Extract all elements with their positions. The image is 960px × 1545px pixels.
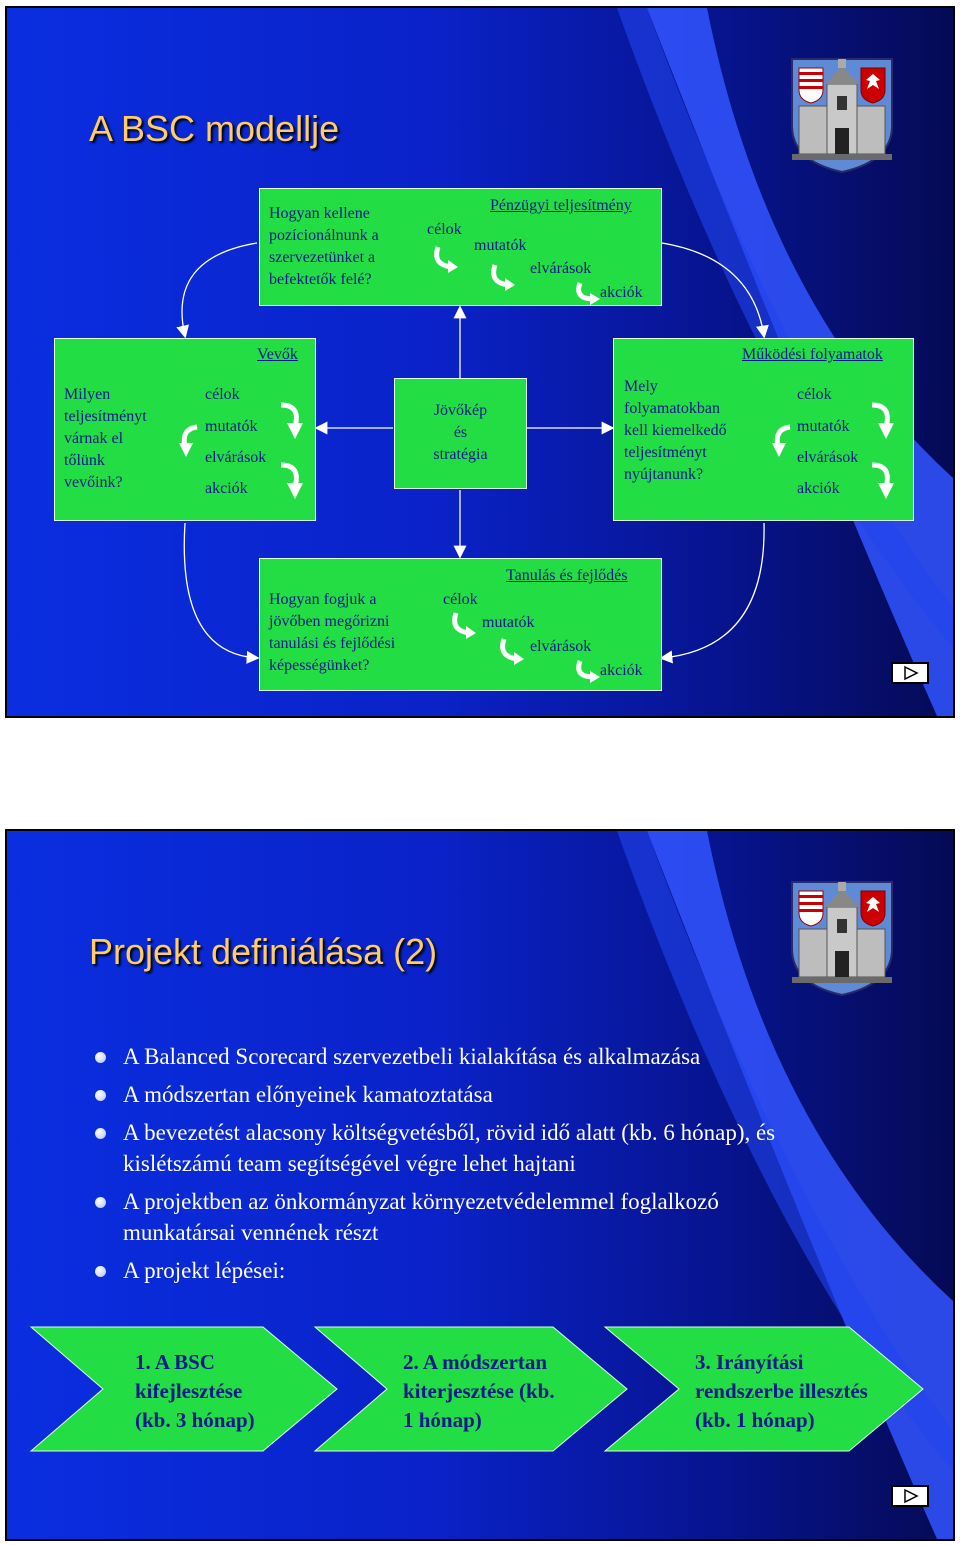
box-header: Működési folyamatok bbox=[742, 346, 883, 363]
item-label: mutatók bbox=[474, 237, 527, 254]
curved-arrow-icon bbox=[430, 245, 460, 273]
curved-arrow-icon bbox=[496, 637, 526, 665]
curved-arrow-icon bbox=[572, 281, 602, 305]
slide-bsc-model bbox=[6, 7, 954, 717]
question-line: pozícionálnunk a bbox=[269, 227, 379, 244]
question-line: jövőben megőrizni bbox=[269, 613, 390, 630]
curved-arrow-icon bbox=[572, 659, 602, 683]
item-label: célok bbox=[443, 591, 478, 608]
question-line: befektetők felé? bbox=[269, 271, 372, 288]
curved-arrow-icon bbox=[448, 611, 478, 639]
learning-growth-box bbox=[259, 558, 662, 691]
curved-arrow-icon bbox=[868, 459, 896, 501]
item-label: akciók bbox=[797, 480, 840, 497]
question-line: folyamatokban bbox=[624, 400, 720, 417]
question-line: Hogyan kellene bbox=[269, 205, 370, 222]
vision-strategy-box bbox=[394, 378, 527, 489]
financial-perspective-box bbox=[259, 188, 662, 306]
vision-line: stratégia bbox=[433, 446, 488, 463]
step-line: rendszerbe illesztés bbox=[695, 1379, 868, 1403]
curved-arrow-icon bbox=[868, 399, 896, 441]
item-label: célok bbox=[427, 221, 462, 238]
item-label: célok bbox=[797, 386, 832, 403]
curved-arrow-icon bbox=[277, 399, 305, 441]
question-line: teljesítményt bbox=[64, 408, 147, 425]
step-line: 3. Irányítási bbox=[695, 1350, 804, 1374]
step-line: 1 hónap) bbox=[403, 1408, 482, 1432]
question-line: várnak el bbox=[64, 430, 124, 447]
box-header: Pénzügyi teljesítmény bbox=[490, 197, 632, 214]
question-line: kell kiemelkedő bbox=[624, 422, 727, 439]
question-line: nyújtanunk? bbox=[624, 466, 704, 483]
box-header: Vevők bbox=[257, 346, 298, 363]
curved-arrow-icon bbox=[277, 459, 305, 501]
item-label: akciók bbox=[600, 662, 643, 679]
step-1-label bbox=[135, 1348, 255, 1435]
play-button-icon bbox=[893, 664, 927, 682]
bullet-line: munkatársai vennének részt bbox=[123, 1220, 379, 1245]
item-label: elvárások bbox=[797, 449, 859, 466]
question-line: tőlünk bbox=[64, 452, 105, 469]
step-line: kifejlesztése bbox=[135, 1379, 243, 1403]
bullet-line: A projektben az önkormányzat környezetvédelemmel foglalkozó bbox=[123, 1189, 719, 1214]
item-label: elvárások bbox=[205, 449, 267, 466]
slide-title: Projekt definiálása (2) bbox=[89, 931, 438, 972]
question-line: Mely bbox=[624, 378, 658, 395]
customer-perspective-box bbox=[54, 338, 316, 521]
curved-arrow-icon bbox=[179, 423, 201, 459]
item-label: elvárások bbox=[530, 260, 592, 277]
internal-process-box bbox=[613, 338, 914, 521]
step-line: (kb. 3 hónap) bbox=[135, 1408, 255, 1432]
box-header: Tanulás és fejlődés bbox=[506, 567, 628, 584]
question-line: teljesítményt bbox=[624, 444, 707, 461]
bullet-line: A módszertan előnyeinek kamatoztatása bbox=[123, 1082, 493, 1107]
bullet-line: A bevezetést alacsony költségvetésből, rövid idő alatt (kb. 6 hónap), és bbox=[123, 1120, 776, 1145]
item-label: akciók bbox=[205, 480, 248, 497]
play-button-icon bbox=[893, 1487, 927, 1505]
vision-line: és bbox=[453, 424, 468, 441]
item-label: akciók bbox=[600, 284, 643, 301]
next-slide-button[interactable] bbox=[891, 1485, 929, 1507]
question-line: Hogyan fogjuk a bbox=[269, 591, 377, 608]
curved-arrow-icon bbox=[487, 263, 517, 291]
step-line: 2. A módszertan bbox=[403, 1350, 548, 1374]
bullet-line: A projekt lépései: bbox=[123, 1258, 286, 1283]
question-line: Milyen bbox=[64, 386, 111, 403]
question-line: tanulási és fejlődési bbox=[269, 635, 396, 652]
bullet-line: kislétszámú team segítségével végre lehet hajtani bbox=[123, 1151, 576, 1176]
step-line: 1. A BSC bbox=[135, 1350, 215, 1374]
step-line: kiterjesztése (kb. bbox=[403, 1379, 555, 1403]
step-line: (kb. 1 hónap) bbox=[695, 1408, 815, 1432]
question-line: szervezetünket a bbox=[269, 249, 376, 266]
vision-line: Jövőkép bbox=[433, 402, 488, 419]
next-slide-button[interactable] bbox=[891, 662, 929, 684]
step-2-label bbox=[403, 1348, 555, 1435]
step-3-label bbox=[695, 1348, 868, 1435]
item-label: elvárások bbox=[530, 638, 592, 655]
item-label: mutatók bbox=[482, 614, 535, 631]
slide-project-definition bbox=[6, 830, 954, 1540]
bullet-line: A Balanced Scorecard szervezetbeli kialakítása és alkalmazása bbox=[123, 1044, 701, 1069]
question-line: képességünket? bbox=[269, 657, 370, 674]
curved-arrow-icon bbox=[772, 423, 794, 459]
question-line: vevőink? bbox=[64, 474, 123, 491]
item-label: mutatók bbox=[205, 418, 258, 435]
slide-title: A BSC modellje bbox=[89, 108, 340, 149]
item-label: célok bbox=[205, 386, 240, 403]
item-label: mutatók bbox=[797, 418, 850, 435]
